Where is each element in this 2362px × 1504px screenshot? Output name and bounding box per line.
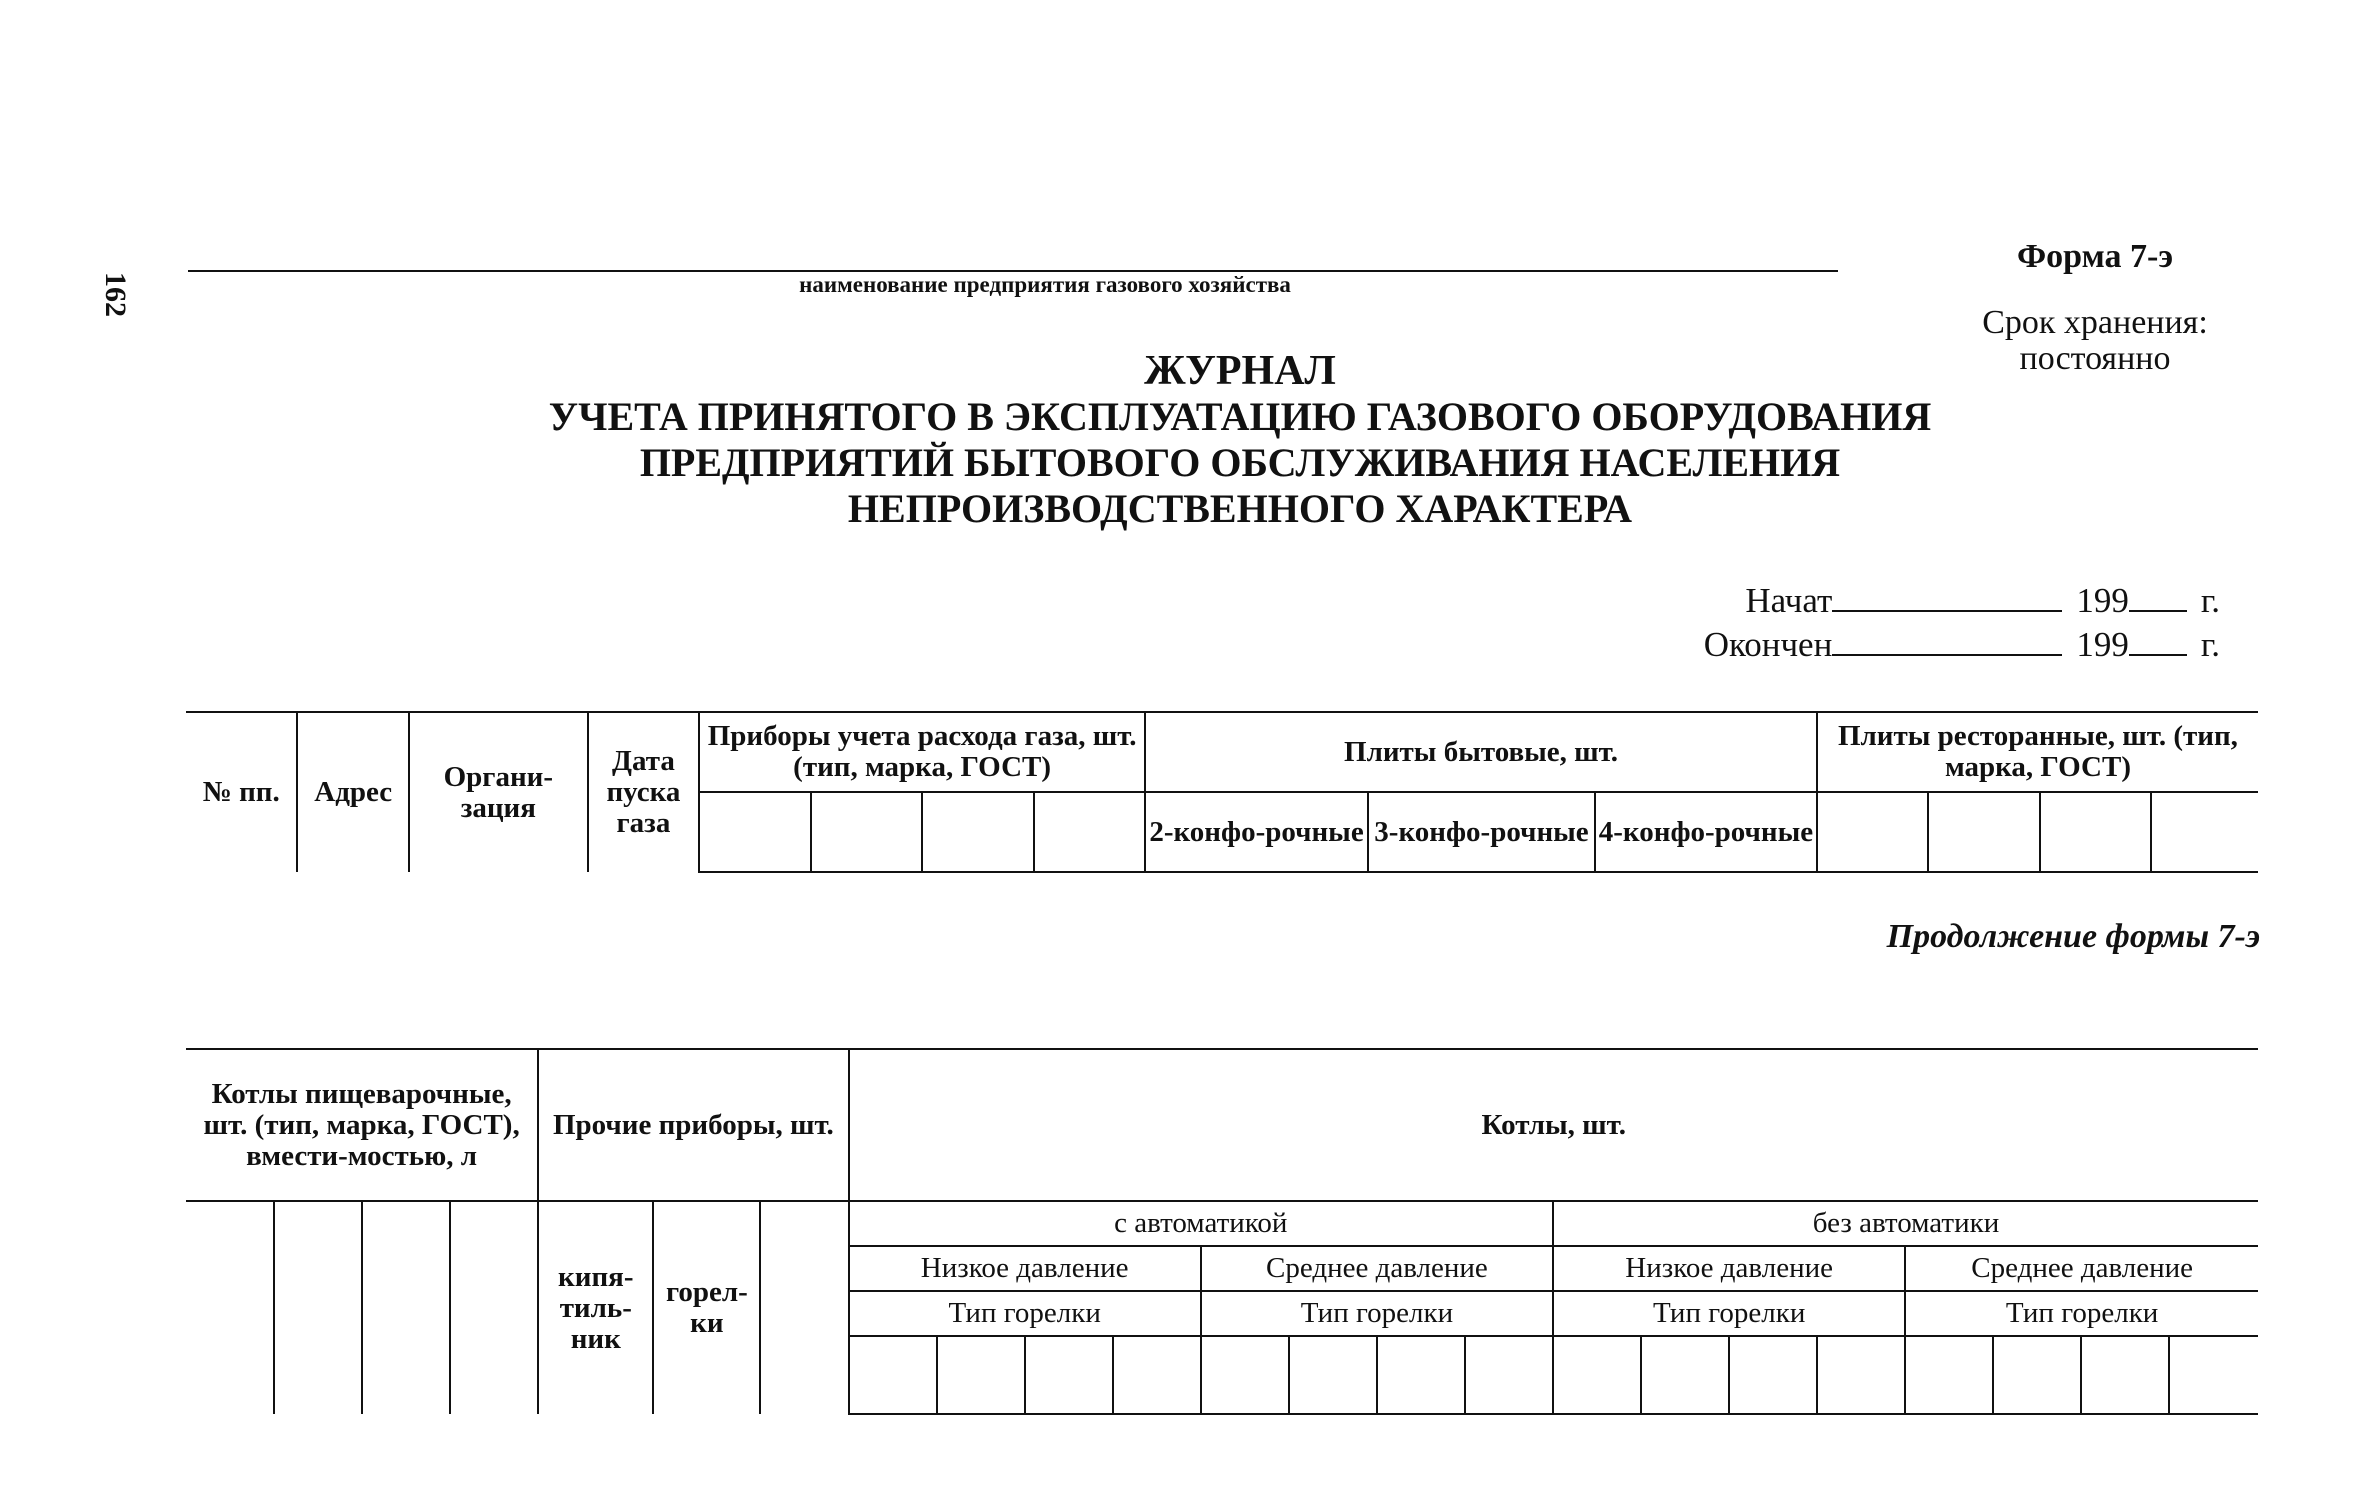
continuation-note: Продолжение формы 7-э [1886, 918, 2260, 955]
burner-type-cell[interactable] [849, 1336, 937, 1414]
header-burners: горел-ки [653, 1201, 760, 1414]
meter-cell[interactable] [1034, 792, 1145, 872]
started-year-field[interactable] [2129, 578, 2187, 612]
burner-type-cell[interactable] [1289, 1336, 1377, 1414]
burner-type-cell[interactable] [2169, 1336, 2258, 1414]
title-line-4: НЕПРОИЗВОДСТВЕННОГО ХАРАКТЕРА [847, 486, 1633, 531]
started-date-field[interactable] [1832, 578, 2062, 612]
burner-type-cell[interactable] [1113, 1336, 1201, 1414]
restaurant-stove-cell[interactable] [1817, 792, 1928, 872]
burner-type-cell[interactable] [937, 1336, 1025, 1414]
header-gas-start-date: Дата пуска газа [588, 712, 699, 872]
header-burner-type: Тип горелки [1905, 1291, 2258, 1336]
burner-type-cell[interactable] [1201, 1336, 1289, 1414]
burner-type-cell[interactable] [1729, 1336, 1817, 1414]
header-restaurant-stoves: Плиты ресторанные, шт. (тип, марка, ГОСТ) [1817, 712, 2258, 792]
finished-year-field[interactable] [2129, 622, 2187, 656]
burner-type-cell[interactable] [1377, 1336, 1465, 1414]
burner-type-cell[interactable] [1905, 1336, 1993, 1414]
header-number: № пп. [186, 712, 297, 872]
header-household-stoves: Плиты бытовые, шт. [1145, 712, 1817, 792]
storage-label: Срок хранения: [1982, 304, 2208, 341]
other-device-cell[interactable] [760, 1201, 848, 1414]
burner-type-cell[interactable] [1465, 1336, 1553, 1414]
header-stove-2-burner: 2-конфо-рочные [1145, 792, 1368, 872]
header-without-automation: без автоматики [1553, 1201, 2258, 1246]
burner-type-cell[interactable] [2081, 1336, 2169, 1414]
header-stove-4-burner: 4-конфо-рочные [1595, 792, 1817, 872]
finished-label: Окончен [1703, 625, 1833, 664]
header-low-pressure: Низкое давление [1553, 1246, 1905, 1291]
finished-row [1640, 622, 2220, 666]
burner-type-cell[interactable] [1993, 1336, 2081, 1414]
burner-type-cell[interactable] [1817, 1336, 1905, 1414]
header-low-pressure: Низкое давление [849, 1246, 1201, 1291]
burner-type-cell[interactable] [1641, 1336, 1729, 1414]
meter-cell[interactable] [922, 792, 1033, 872]
header-cooking-boilers: Котлы пищеварочные, шт. (тип, марка, ГОСТ), вмести-мостью, л [186, 1049, 538, 1201]
header-other-devices: Прочие приборы, шт. [538, 1049, 848, 1201]
title-line-2: УЧЕТА ПРИНЯТОГО В ЭКСПЛУАТАЦИЮ ГАЗОВОГО ОБОРУДОВАНИЯ [548, 394, 1932, 439]
restaurant-stove-cell[interactable] [1928, 792, 2039, 872]
meter-cell[interactable] [811, 792, 922, 872]
header-medium-pressure: Среднее давление [1201, 1246, 1553, 1291]
started-suffix: г. [2200, 581, 2220, 620]
burner-type-cell[interactable] [1553, 1336, 1641, 1414]
header-burner-type: Тип горелки [849, 1291, 1201, 1336]
header-medium-pressure: Среднее давление [1905, 1246, 2258, 1291]
finished-date-field[interactable] [1832, 622, 2062, 656]
header-burner-type: Тип горелки [1553, 1291, 1905, 1336]
form-label: Форма 7-э [2016, 238, 2174, 275]
title-line-1: ЖУРНАЛ [1144, 348, 1336, 394]
title-line-3: ПРЕДПРИЯТИЙ БЫТОВОГО ОБСЛУЖИВАНИЯ НАСЕЛЕНИЯ [639, 440, 1841, 485]
header-water-heater: кипя-тиль-ник [538, 1201, 653, 1414]
organization-name-caption: наименование предприятия газового хозяйства [799, 272, 1291, 297]
finished-suffix: г. [2200, 625, 2220, 664]
cooking-boiler-cell[interactable] [274, 1201, 362, 1414]
burner-type-cell[interactable] [1025, 1336, 1113, 1414]
page-number: 162 [99, 272, 132, 317]
header-organization: Органи-зация [409, 712, 588, 872]
started-row [1640, 578, 2220, 622]
meter-cell[interactable] [699, 792, 810, 872]
header-boilers: Котлы, шт. [849, 1049, 2258, 1201]
header-gas-meters: Приборы учета расхода газа, шт. (тип, марка, ГОСТ) [699, 712, 1145, 792]
finished-year: 199 [2076, 625, 2129, 664]
restaurant-stove-cell[interactable] [2151, 792, 2258, 872]
cooking-boiler-cell[interactable] [450, 1201, 538, 1414]
restaurant-stove-cell[interactable] [2040, 792, 2151, 872]
cooking-boiler-cell[interactable] [186, 1201, 274, 1414]
equipment-table [186, 711, 2258, 873]
boilers-table [186, 1048, 2258, 1415]
cooking-boiler-cell[interactable] [362, 1201, 450, 1414]
storage-value: постоянно [2019, 340, 2171, 377]
started-label: Начат [1745, 581, 1833, 620]
document-title [420, 348, 2060, 532]
journal-dates [1640, 578, 2220, 666]
started-year: 199 [2076, 581, 2129, 620]
header-stove-3-burner: 3-конфо-рочные [1368, 792, 1595, 872]
header-burner-type: Тип горелки [1201, 1291, 1553, 1336]
header-address: Адрес [297, 712, 408, 872]
header-with-automation: с автоматикой [849, 1201, 1554, 1246]
